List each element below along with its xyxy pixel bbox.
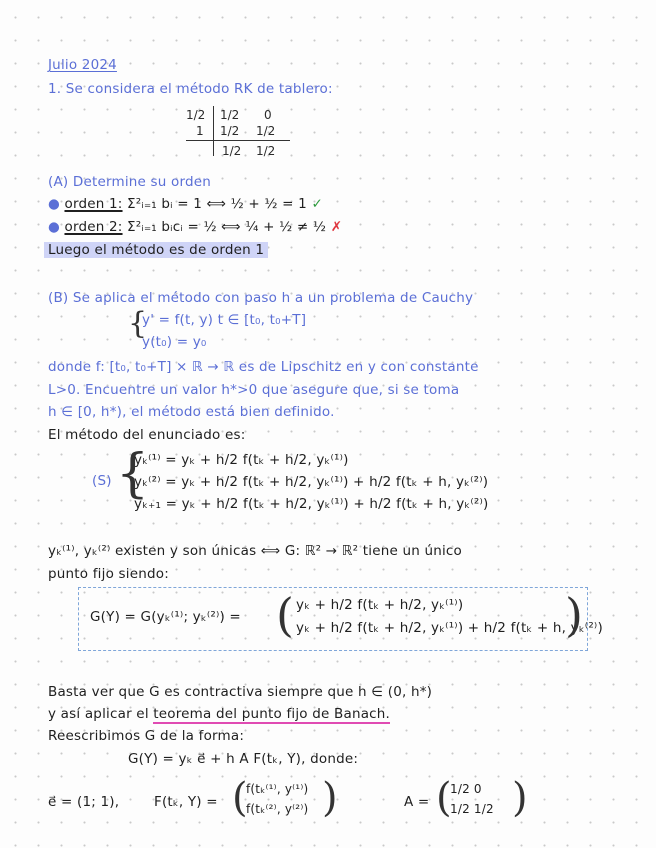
bullet-icon: ● xyxy=(48,196,60,212)
A-def-lhs: A = xyxy=(404,794,430,810)
order-1-label: orden 1: xyxy=(64,196,123,212)
method-intro: El método del enunciado es: xyxy=(48,427,246,443)
order-2-expression: Σ²ᵢ₌₁ bᵢcᵢ = ½ ⟺ ¼ + ½ ≠ ½ xyxy=(127,219,327,235)
A-row-1: 1/2 0 xyxy=(450,782,482,796)
F-right-paren: ) xyxy=(322,775,338,821)
box-lhs: G(Y) = G(yₖ⁽¹⁾; yₖ⁽²⁾) = xyxy=(90,609,241,625)
contract-line-1: Basta ver que G es contractiva siempre que h ∈ (0, h*) xyxy=(48,684,433,700)
order-2-row xyxy=(48,219,342,235)
e-vector-def: e⃗ = (1; 1), xyxy=(48,794,120,810)
system-brace: { xyxy=(128,306,148,341)
F-left-paren: ( xyxy=(232,775,248,821)
part-b-line-3: L>0. Encuentre un valor h*>0 que asegure que, si se toma xyxy=(48,382,460,398)
method-eq-2: yₖ⁽²⁾ = yₖ + h/2 f(tₖ + h/2, yₖ⁽¹⁾) + h/2 f(tₖ + h, yₖ⁽²⁾) xyxy=(134,474,489,490)
tableau-a11: 1/2 xyxy=(220,108,240,122)
part-b-line-2: donde f: [t₀, t₀+T] × ℝ → ℝ es de Lipschitz en y con constante xyxy=(48,359,479,375)
box-row-1: yₖ + h/2 f(tₖ + h/2, yₖ⁽¹⁾) xyxy=(296,597,464,613)
existence-line-1: yₖ⁽¹⁾, yₖ⁽²⁾ existen y son únicas ⟺ G: ℝ² → ℝ² tiene un único xyxy=(48,543,463,559)
F-row-1: f(tₖ⁽¹⁾, y⁽¹⁾) xyxy=(246,782,309,796)
conclusion-order xyxy=(44,242,268,258)
A-row-2: 1/2 1/2 xyxy=(450,802,494,816)
banach-theorem-link: teorema del punto fijo de Banach. xyxy=(153,706,391,722)
box-row-2: yₖ + h/2 f(tₖ + h/2, yₖ⁽¹⁾) + h/2 f(tₖ + h, yₖ⁽²⁾) xyxy=(296,620,603,636)
bullet-icon: ● xyxy=(48,219,60,235)
system-label: (S) xyxy=(92,473,112,489)
A-left-paren: ( xyxy=(436,775,452,821)
method-eq-1: yₖ⁽¹⁾ = yₖ + h/2 f(tₖ + h/2, yₖ⁽¹⁾) xyxy=(134,452,349,468)
method-brace: { xyxy=(116,444,150,504)
cross-icon: ✗ xyxy=(330,219,343,235)
right-paren: ) xyxy=(565,588,583,642)
existence-line-2: punto fijo siendo: xyxy=(48,566,169,582)
contract-line-2 xyxy=(48,706,390,722)
cauchy-eq-1: y' = f(t, y) t ∈ [t₀, t₀+T] xyxy=(142,312,307,328)
conclusion-text: Luego el método es de orden 1 xyxy=(44,242,268,258)
cauchy-eq-2: y(t₀) = y₀ xyxy=(142,334,207,350)
part-a-heading: (A) Determine su orden xyxy=(48,174,212,190)
tableau-a21: 1/2 xyxy=(220,124,240,138)
date-heading: Julio 2024 xyxy=(48,57,117,73)
order-2-label: orden 2: xyxy=(64,219,123,235)
order-1-expression: Σ²ᵢ₌₁ bᵢ = 1 ⟺ ½ + ½ = 1 xyxy=(127,196,307,212)
method-eq-3: yₖ₊₁ = yₖ + h/2 f(tₖ + h/2, yₖ⁽¹⁾) + h/2 f(tₖ + h, yₖ⁽²⁾) xyxy=(134,496,489,512)
tableau-a12: 0 xyxy=(264,108,272,122)
F-def-lhs: F(tₖ, Y) = xyxy=(154,794,218,810)
left-paren: ( xyxy=(276,588,294,642)
contract-line-4: G(Y) = yₖ e⃗ + h A F(tₖ, Y), donde: xyxy=(128,751,359,767)
contract-line-3: Reescribimos G de la forma: xyxy=(48,728,245,744)
tableau-b2: 1/2 xyxy=(256,144,276,158)
order-1-row xyxy=(48,196,323,212)
part-b-line-4: h ∈ [0, h*), el método está bien definido. xyxy=(48,404,335,420)
tableau-b1: 1/2 xyxy=(222,144,242,158)
tableau-c1: 1/2 xyxy=(186,108,206,122)
tableau-c2: 1 xyxy=(196,124,204,138)
A-right-paren: ) xyxy=(512,775,528,821)
F-row-2: f(tₖ⁽²⁾, y⁽²⁾) xyxy=(246,802,309,816)
check-icon: ✓ xyxy=(311,196,323,212)
part-b-line-1: (B) Se aplica el método con paso h a un problema de Cauchy xyxy=(48,290,474,306)
question-1: 1. Se considera el método RK de tablero: xyxy=(48,81,333,97)
contract-line-2-pre: y así aplicar el xyxy=(48,706,154,722)
tableau-a22: 1/2 xyxy=(256,124,276,138)
